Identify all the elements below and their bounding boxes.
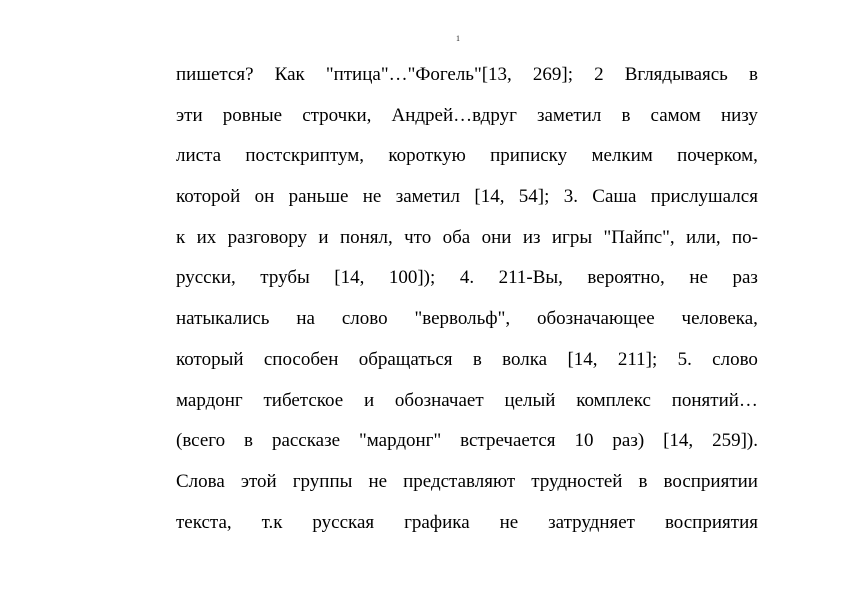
word: волка [502,348,548,370]
word: листа [176,145,222,167]
word: низу [720,104,758,126]
word: заметил [536,104,602,126]
text-line [176,428,758,469]
text-line [176,510,758,551]
word: 54]; [518,186,550,208]
word: восприятии [663,470,758,492]
word: "птица"…"Фогель"[13, [325,64,512,85]
word: раз [732,267,758,289]
word: обозначает [394,389,484,411]
word: обозначающее [536,308,655,330]
word: понял, [339,226,393,248]
text-line [176,469,758,510]
word: слово [712,348,758,370]
word: 5. [677,348,692,370]
text-line [176,225,758,266]
word: (всего [176,430,226,452]
text-line [176,103,758,144]
word: трубы [260,267,310,289]
text-line [176,265,758,306]
word: рассказе [271,430,341,452]
word: "мардонг" [358,430,442,452]
word: [14, [334,267,365,289]
word: 10 [574,430,594,452]
word: тибетское [263,389,344,411]
text-line [176,184,758,225]
word: почерком, [677,145,758,167]
word: ровные [222,104,283,126]
word: заметил [395,186,461,208]
word: группы [292,470,353,492]
word: представляют [403,470,516,492]
word: они [481,226,512,248]
word: раз) [612,430,645,452]
body-text [176,62,758,550]
text-line [176,388,758,429]
word: слово [341,308,388,330]
word: текста, [176,511,232,533]
word: 3. [563,186,578,208]
text-line [176,306,758,347]
word: к [176,226,186,248]
word: приписку [490,145,568,167]
word: целый [504,389,556,411]
word: встречается [460,430,556,452]
word: Слова [176,470,225,492]
word: Вглядываясь [624,64,728,85]
word: который [176,348,244,370]
word: "Пайпс", [603,226,675,248]
word: не [362,186,382,208]
word: оба [442,226,471,248]
word: короткую [388,145,466,167]
word: мардонг [176,389,243,411]
word: этой [240,470,277,492]
word: эти [176,104,203,126]
text-line [176,62,758,103]
word: человека, [681,308,758,330]
word: "вервольф", [414,308,511,330]
word: постскриптум, [245,145,365,167]
word: 211]; [617,348,658,370]
word: 100]); [388,267,436,289]
word: в [621,104,631,126]
word: 2 [594,64,604,85]
word: мелким [591,145,653,167]
word: на [296,308,315,330]
word: натыкались [176,308,270,330]
word: раньше [288,186,349,208]
word: [14, [567,348,598,370]
word: и [363,389,375,411]
word: в [638,470,648,492]
word: в [748,64,758,85]
word: разговору [227,226,308,248]
word: вероятно, [587,267,665,289]
word: 269]; [532,64,574,85]
word: т.к [261,511,283,533]
word: которой [176,186,241,208]
word: графика [404,511,470,533]
word: игры [551,226,593,248]
word: 4. [459,267,475,289]
word: строчки, [302,104,372,126]
word: русская [312,511,375,533]
word: Как [274,64,305,85]
word: или, [686,226,721,248]
word: не [368,470,388,492]
word: комплекс [576,389,651,411]
word: Саша [592,186,637,208]
word: 259]). [712,430,758,452]
word: трудностей [531,470,623,492]
text-line [176,347,758,388]
word: [14, [663,430,694,452]
word: их [196,226,217,248]
word: в [472,348,482,370]
word: восприятия [664,511,758,533]
word: затрудняет [548,511,635,533]
word: [14, [474,186,505,208]
word: прислушался [650,186,758,208]
word: не [499,511,519,533]
page-number: 1 [456,34,460,43]
word: обращаться [358,348,453,370]
word: русски, [176,267,236,289]
text-line [176,143,758,184]
word: Андрей…вдруг [391,104,517,126]
word: пишется? [176,64,254,85]
word: в [244,430,254,452]
word: и [318,226,329,248]
word: что [404,226,432,248]
word: способен [263,348,339,370]
word: по- [732,226,758,248]
word: понятий… [671,389,758,411]
word: 211-Вы, [498,267,563,289]
word: из [522,226,541,248]
word: он [254,186,275,208]
word: не [689,267,708,289]
word: самом [650,104,701,126]
